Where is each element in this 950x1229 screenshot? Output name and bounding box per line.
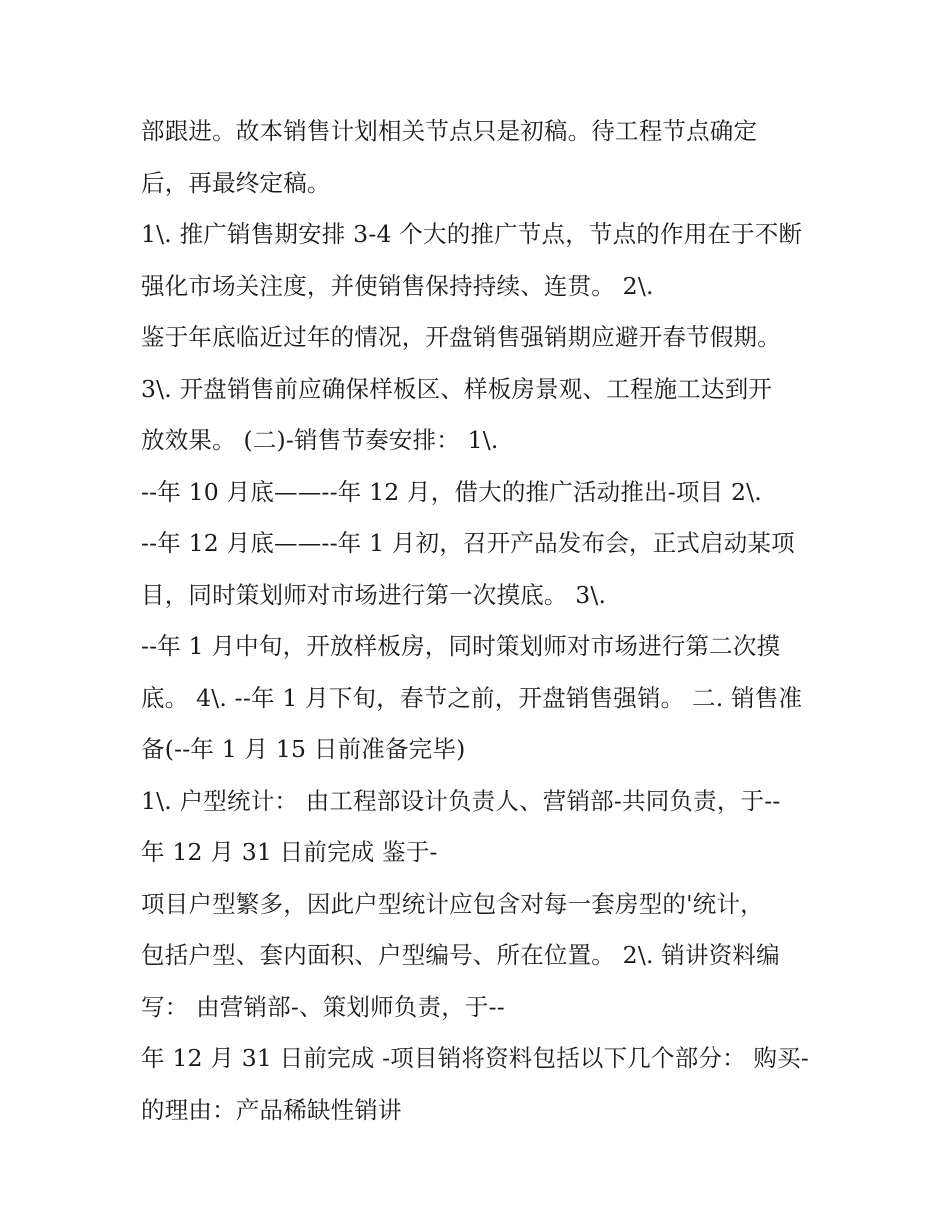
text-line: 目，同时策划师对市场进行第一次摸底。 3\. [141, 580, 607, 609]
text-line: 部跟进。故本销售计划相关节点只是初稿。待工程节点确定 [141, 117, 758, 145]
text-line: 写： 由营销部-、策划师负责，于-- [141, 992, 505, 1021]
text-line: --年 12 月底——--年 1 月初，召开产品发布会，正式启动某项 [141, 529, 795, 557]
text-line: 年 12 月 31 日前完成 -项目销将资料包括以下几个部分： 购买- [141, 1044, 810, 1072]
text-line: 包括户型、套内面积、户型编号、所在位置。 2\. 销讲资料编 [141, 941, 780, 969]
text-line: 3\. 开盘销售前应确保样板区、样板房景观、工程施工达到开 [141, 374, 773, 403]
text-line: --年 10 月底——--年 12 月，借大的推广活动推出-项目 2\. [141, 477, 762, 506]
text-line: 强化市场关注度，并使销售保持持续、连贯。 2\. [141, 271, 654, 300]
text-line: 的理由：产品稀缺性销讲 [141, 1095, 402, 1124]
text-line: 鉴于年底临近过年的情况，开盘销售强销期应避开春节假期。 [141, 323, 781, 351]
text-line: 1\. 户型统计： 由工程部设计负责人、营销部-共同负责，于-- [141, 786, 781, 815]
text-line: 备(--年 1 月 15 日前准备完毕) [141, 735, 466, 763]
text-line: 放效果。 (二)-销售节奏安排： 1\. [141, 426, 499, 454]
text-line: 1\. 推广销售期安排 3-4 个大的推广节点，节点的作用在于不断 [141, 220, 803, 248]
text-line: 后，再最终定稿。 [141, 168, 331, 197]
text-line: --年 1 月中旬，开放样板房，同时策划师对市场进行第二次摸 [141, 632, 781, 660]
text-line: 年 12 月 31 日前完成 鉴于- [141, 838, 438, 866]
text-line: 项目户型繁多，因此户型统计应包含对每一套房型的'统计， [141, 889, 764, 918]
text-line: 底。 4\. --年 1 月下旬，春节之前，开盘销售强销。 二. 销售准 [141, 683, 803, 712]
document-body [141, 106, 831, 1136]
